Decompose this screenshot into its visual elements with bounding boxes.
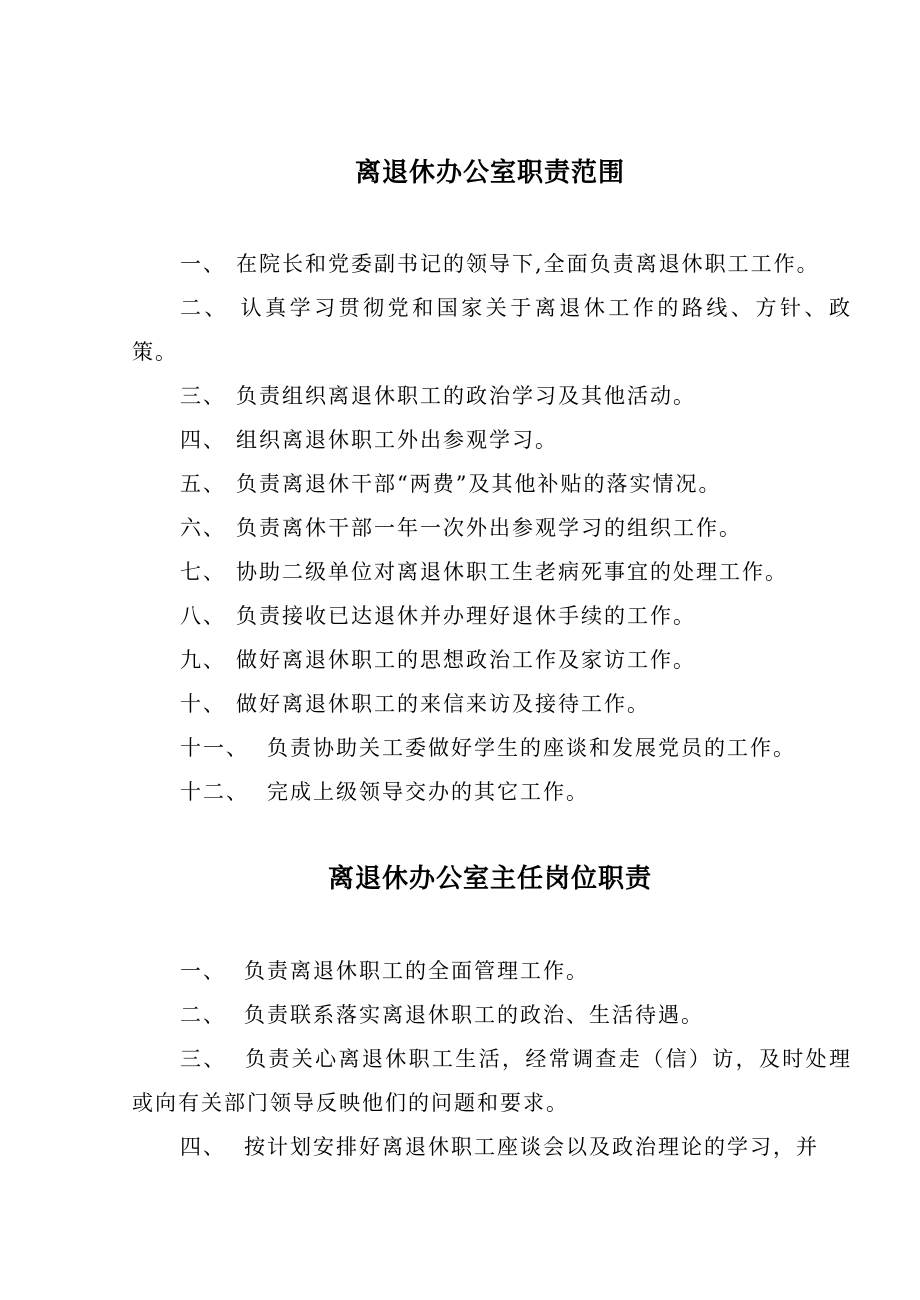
item-number: 十二、 bbox=[180, 780, 249, 804]
item-number: 一、 bbox=[180, 252, 226, 276]
item-text: 负责离退休职工的全面管理工作。 bbox=[244, 959, 589, 983]
item-text: 做好离退休职工的来信来访及接待工作。 bbox=[236, 692, 650, 716]
item-text: 负责接收已达退休并办理好退休手续的工作。 bbox=[236, 604, 696, 628]
item-text: 负责关心离退休职工生活，经常调查走（信）访，及时处理或向有关部门领导反映他们的问题和要求。 bbox=[132, 1047, 853, 1115]
item-number: 八、 bbox=[180, 604, 226, 628]
item-text: 在院长和党委副书记的领导下,全面负责离退休职工工作。 bbox=[236, 252, 820, 276]
list-item bbox=[132, 993, 852, 1037]
item-number: 十一、 bbox=[180, 736, 249, 760]
list-item bbox=[132, 1037, 852, 1125]
item-text: 负责协助关工委做好学生的座谈和发展党员的工作。 bbox=[267, 736, 796, 760]
item-number: 四、 bbox=[180, 1135, 226, 1159]
item-number: 二、 bbox=[180, 1003, 226, 1027]
section-title-director-duties: 离退休办公室主任岗位职责 bbox=[327, 864, 652, 894]
section-title-responsibilities: 离退休办公室职责范围 bbox=[354, 158, 625, 188]
item-text: 负责联系落实离退休职工的政治、生活待遇。 bbox=[244, 1003, 704, 1027]
item-number: 九、 bbox=[180, 648, 226, 672]
item-text: 负责离休干部一年一次外出参观学习的组织工作。 bbox=[236, 516, 742, 540]
item-number: 三、 bbox=[180, 1047, 227, 1071]
list-item bbox=[132, 506, 852, 550]
list-item bbox=[132, 770, 852, 814]
list-item bbox=[132, 242, 852, 286]
item-text: 做好离退休职工的思想政治工作及家访工作。 bbox=[236, 648, 696, 672]
item-number: 七、 bbox=[180, 560, 226, 584]
item-text: 认真学习贯彻党和国家关于离退休工作的路线、方针、政策。 bbox=[132, 296, 853, 364]
item-text: 负责离退休干部“两费”及其他补贴的落实情况。 bbox=[236, 472, 722, 496]
item-number: 三、 bbox=[180, 384, 226, 408]
item-text: 按计划安排好离退休职工座谈会以及政治理论的学习，并 bbox=[244, 1135, 819, 1159]
item-number: 六、 bbox=[180, 516, 226, 540]
list-item bbox=[132, 374, 852, 418]
item-text: 组织离退休职工外出参观学习。 bbox=[236, 428, 558, 452]
item-number: 一、 bbox=[180, 959, 226, 983]
list-item bbox=[132, 462, 852, 506]
item-number: 五、 bbox=[180, 472, 226, 496]
item-number: 四、 bbox=[180, 428, 226, 452]
list-item bbox=[132, 726, 852, 770]
list-item bbox=[132, 949, 852, 993]
item-text: 协助二级单位对离退休职工生老病死事宜的处理工作。 bbox=[236, 560, 788, 584]
item-text: 完成上级领导交办的其它工作。 bbox=[267, 780, 589, 804]
item-text: 负责组织离退休职工的政治学习及其他活动。 bbox=[236, 384, 696, 408]
list-item bbox=[132, 638, 852, 682]
list-item bbox=[132, 286, 852, 374]
list-item bbox=[132, 550, 852, 594]
list-item bbox=[132, 1125, 852, 1169]
director-duties-list bbox=[132, 949, 852, 1169]
item-number: 十、 bbox=[180, 692, 226, 716]
list-item bbox=[132, 594, 852, 638]
list-item bbox=[132, 682, 852, 726]
list-item bbox=[132, 418, 852, 462]
responsibilities-list bbox=[132, 242, 852, 814]
item-number: 二、 bbox=[180, 296, 230, 320]
